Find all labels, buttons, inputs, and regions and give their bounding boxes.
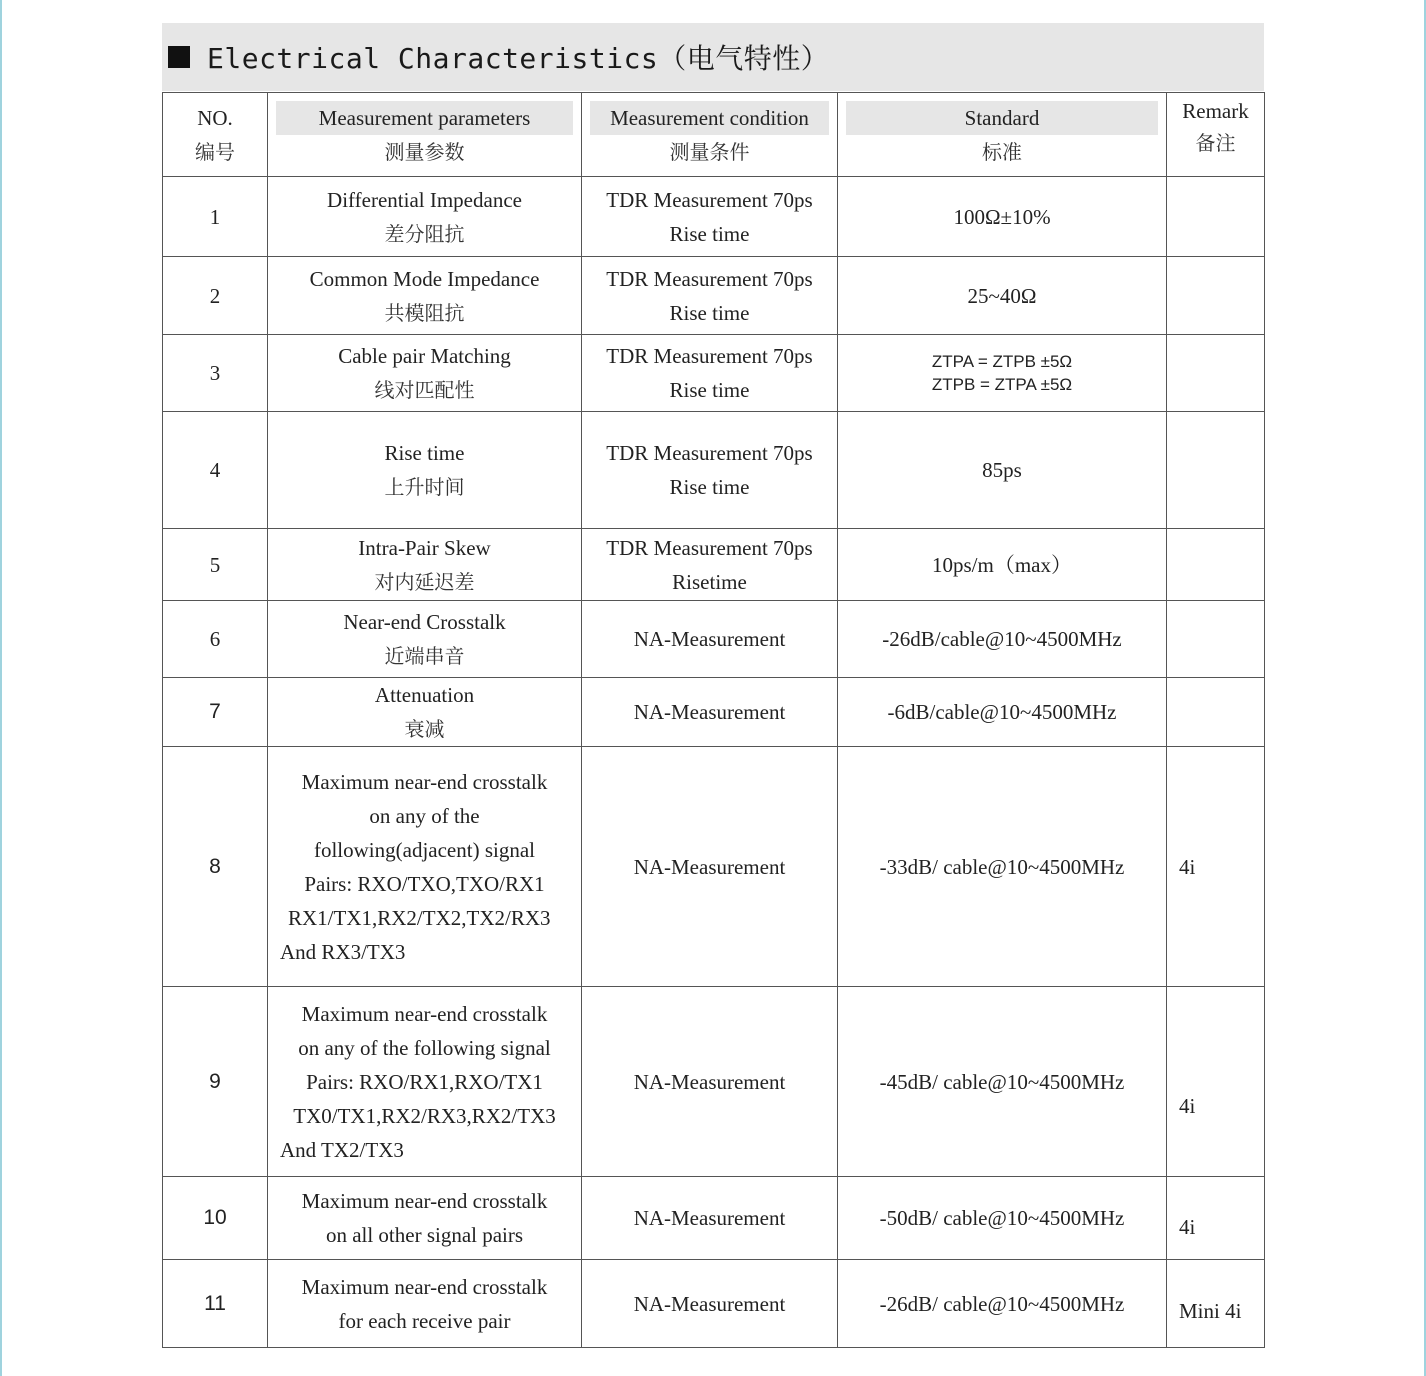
header-remark <box>1167 93 1265 177</box>
header-no-zh: 编号 <box>195 139 235 164</box>
cell-cond: NA-Measurement <box>582 747 838 987</box>
param-zh: 差分阻抗 <box>384 221 465 246</box>
table-row <box>163 177 1265 257</box>
cell-std: -45dB/ cable@10~4500MHz <box>838 987 1167 1177</box>
cell-std: -33dB/ cable@10~4500MHz <box>838 747 1167 987</box>
cell-no: 3 <box>163 335 268 412</box>
cell-remark <box>1167 601 1265 678</box>
table-header-row <box>163 93 1265 177</box>
cell-cond: NA-Measurement <box>582 1177 838 1260</box>
cell-cond <box>582 529 838 601</box>
cell-no: 6 <box>163 601 268 678</box>
cell-remark <box>1167 335 1265 412</box>
electrical-characteristics-table <box>162 92 1265 1348</box>
table-row <box>163 1177 1265 1260</box>
cell-std: 10ps/m（max） <box>838 529 1167 601</box>
table-row <box>163 601 1265 678</box>
cond-line: Rise time <box>669 300 750 325</box>
header-cond-zh: 测量条件 <box>669 139 750 164</box>
cell-remark: Mini 4i <box>1167 1260 1265 1348</box>
cell-no: 9 <box>163 987 268 1177</box>
param-zh: 上升时间 <box>384 475 465 499</box>
cell-std <box>838 335 1167 412</box>
cond-line: Rise time <box>669 221 750 246</box>
section-title-bar <box>162 23 1264 91</box>
cell-remark <box>1167 177 1265 257</box>
param-line: following(adjacent) signal <box>313 837 535 862</box>
header-param <box>268 93 582 177</box>
param-line: Maximum near-end crosstalk <box>301 769 548 794</box>
cell-remark: 4i <box>1167 987 1265 1177</box>
cell-cond <box>582 257 838 335</box>
cell-remark <box>1167 529 1265 601</box>
param-zh: 线对匹配性 <box>374 378 475 402</box>
param-line: on all other signal pairs <box>325 1223 524 1247</box>
param-en: Common Mode Impedance <box>309 266 540 291</box>
cell-no: 10 <box>163 1177 268 1260</box>
cell-remark <box>1167 257 1265 335</box>
param-line: And RX3/TX3 <box>280 939 406 964</box>
cell-cond: NA-Measurement <box>582 601 838 678</box>
param-en: Near-end Crosstalk <box>343 610 506 634</box>
cell-std: -26dB/cable@10~4500MHz <box>838 601 1167 678</box>
param-line: Pairs: RXO/RX1,RXO/TX1 <box>306 1069 543 1094</box>
header-std-en: Standard <box>846 101 1158 135</box>
table-row <box>163 257 1265 335</box>
table-row <box>163 747 1265 987</box>
param-line: TX0/TX1,RX2/RX3,RX2/TX3 <box>293 1103 556 1128</box>
cell-param <box>268 335 582 412</box>
section-title: Electrical Characteristics（电气特性） <box>207 42 830 75</box>
cell-cond <box>582 412 838 529</box>
table-row <box>163 335 1265 412</box>
param-line: Maximum near-end crosstalk <box>301 1189 548 1213</box>
param-line: Maximum near-end crosstalk <box>301 1001 548 1026</box>
param-line: And TX2/TX3 <box>280 1137 404 1162</box>
header-cond-en: Measurement condition <box>590 101 829 135</box>
param-line: Pairs: RXO/TXO,TXO/RX1 <box>304 871 545 896</box>
cell-cond: NA-Measurement <box>582 678 838 747</box>
param-zh: 对内延迟差 <box>374 569 475 594</box>
cell-no: 7 <box>163 678 268 747</box>
cell-param <box>268 987 582 1177</box>
header-cond <box>582 93 838 177</box>
cell-no: 11 <box>163 1260 268 1348</box>
table-row <box>163 412 1265 529</box>
cond-line: TDR Measurement 70ps <box>606 344 813 368</box>
cell-param <box>268 601 582 678</box>
cond-line: TDR Measurement 70ps <box>606 535 813 560</box>
param-zh: 近端串音 <box>384 644 465 668</box>
header-remark-en: Remark <box>1182 99 1249 123</box>
cell-remark: 4i <box>1167 747 1265 987</box>
param-line: RX1/TX1,RX2/TX2,TX2/RX3 <box>288 905 551 930</box>
cond-line: TDR Measurement 70ps <box>606 266 813 291</box>
cell-no: 5 <box>163 529 268 601</box>
param-en: Attenuation <box>374 683 475 707</box>
header-no <box>163 93 268 177</box>
cell-no: 1 <box>163 177 268 257</box>
cond-line: TDR Measurement 70ps <box>606 187 813 212</box>
param-en: Rise time <box>384 441 465 465</box>
cell-param <box>268 529 582 601</box>
param-en: Cable pair Matching <box>338 344 511 368</box>
std-line: ZTPB = ZTPA ±5Ω <box>931 375 1073 394</box>
cell-param <box>268 678 582 747</box>
param-line: on any of the following signal <box>298 1035 551 1060</box>
cell-std: -6dB/cable@10~4500MHz <box>838 678 1167 747</box>
page-edge-left <box>0 0 2 1376</box>
cell-remark <box>1167 678 1265 747</box>
cell-cond <box>582 177 838 257</box>
cell-no: 4 <box>163 412 268 529</box>
header-param-en: Measurement parameters <box>276 101 573 135</box>
param-line: for each receive pair <box>338 1308 511 1333</box>
table-row <box>163 987 1265 1177</box>
cell-param <box>268 747 582 987</box>
header-remark-zh: 备注 <box>1195 131 1236 155</box>
cond-line: Rise time <box>669 475 750 499</box>
cell-std: 25~40Ω <box>838 257 1167 335</box>
cell-param <box>268 1260 582 1348</box>
cell-std: -26dB/ cable@10~4500MHz <box>838 1260 1167 1348</box>
param-zh: 共模阻抗 <box>384 300 465 325</box>
cell-param <box>268 257 582 335</box>
cell-cond: NA-Measurement <box>582 1260 838 1348</box>
param-en: Intra-Pair Skew <box>358 535 491 560</box>
param-line: Maximum near-end crosstalk <box>301 1274 548 1299</box>
cond-line: Rise time <box>669 378 750 402</box>
header-no-en: NO. <box>197 105 233 130</box>
std-line: ZTPA = ZTPB ±5Ω <box>931 352 1073 371</box>
square-bullet-icon <box>168 46 190 68</box>
param-line: on any of the <box>369 803 480 828</box>
header-param-zh: 测量参数 <box>384 139 465 164</box>
header-std-zh: 标准 <box>982 139 1022 164</box>
header-std <box>838 93 1167 177</box>
cell-no: 8 <box>163 747 268 987</box>
param-en: Differential Impedance <box>327 187 522 212</box>
cell-std: 100Ω±10% <box>838 177 1167 257</box>
cell-param <box>268 177 582 257</box>
cell-param <box>268 412 582 529</box>
cell-no: 2 <box>163 257 268 335</box>
table-row <box>163 1260 1265 1348</box>
cell-remark: 4i <box>1167 1177 1265 1260</box>
cell-std: 85ps <box>838 412 1167 529</box>
cell-cond <box>582 335 838 412</box>
table-row <box>163 678 1265 747</box>
cell-std: -50dB/ cable@10~4500MHz <box>838 1177 1167 1260</box>
cond-line: TDR Measurement 70ps <box>606 441 813 465</box>
table-row <box>163 529 1265 601</box>
cell-remark <box>1167 412 1265 529</box>
cell-param <box>268 1177 582 1260</box>
cond-line: Risetime <box>672 569 747 594</box>
cell-cond: NA-Measurement <box>582 987 838 1177</box>
param-zh: 衰减 <box>404 717 445 741</box>
